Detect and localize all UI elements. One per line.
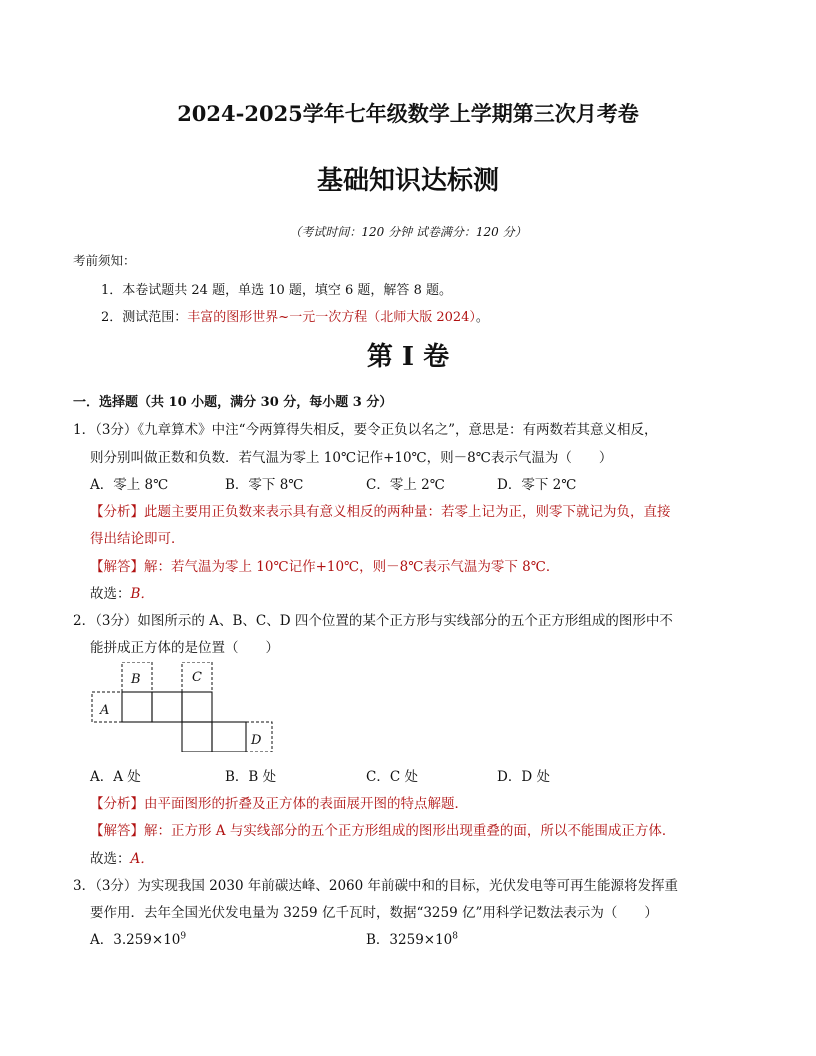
question-1-option-d: D．零下 2℃ (497, 477, 577, 493)
figure-label-c: C (192, 670, 202, 685)
question-1-analysis (90, 500, 671, 520)
question-2-line-1: 2．（3分）如图所示的 A、B、C、D 四个位置的某个正方形与实线部分的五个正方形组成的图形中不 (73, 613, 673, 629)
question-3-line-2: 要作用．去年全国光伏发电量为 3259 亿千瓦时，数据“3259 亿”用科学记数法表示为（ ） (90, 905, 658, 921)
figure-label-a: A (100, 703, 110, 718)
choice-answer: A． (130, 851, 154, 867)
question-2-option-c: C．C 处 (366, 769, 418, 785)
net-square-solid (122, 692, 152, 722)
question-2-line-2: 能拼成正方体的是位置（ ） (90, 640, 279, 656)
question-3-option-b (366, 928, 458, 948)
solution-label: 【解答】 (90, 823, 144, 839)
notice-highlight: 丰富的图形世界~一元一次方程（北师大版 2024） (187, 310, 476, 325)
question-2-solution (90, 819, 675, 839)
question-2-analysis (90, 792, 468, 812)
notice-text: 本卷试题共 24 题，单选 10 题，填空 6 题，解答 8 题。 (122, 283, 452, 298)
choice-prefix: 故选： (90, 586, 131, 602)
notice-number: 2． (101, 310, 123, 325)
choice-answer: B． (130, 586, 154, 602)
cube-net-figure (90, 662, 276, 752)
choice-prefix: 故选： (90, 851, 131, 867)
option-label: B．3259×10 (366, 932, 453, 948)
option-exponent: 8 (452, 931, 459, 942)
figure-label-b: B (131, 672, 141, 687)
question-1-option-b: B．零下 8℃ (225, 477, 304, 493)
exam-info: （考试时间：120 分钟 试卷满分：120 分） (289, 225, 527, 239)
solution-label: 【解答】 (90, 559, 144, 575)
question-1-choice (90, 582, 154, 602)
figure-label-d: D (251, 733, 262, 748)
question-1-option-c: C．零上 2℃ (366, 477, 445, 493)
question-2-option-a: A．A 处 (90, 769, 141, 785)
question-2-option-b: B．B 处 (225, 769, 277, 785)
question-2-option-d: D．D 处 (497, 769, 550, 785)
net-square-solid (182, 722, 212, 752)
net-square-solid (212, 722, 246, 752)
part-title: 一．选择题（共 10 小题，满分 30 分，每小题 3 分） (73, 395, 393, 410)
analysis-label: 【分析】 (90, 796, 144, 812)
solution-text: 解：若气温为零上 10℃记作+10℃，则－8℃表示气温为零下 8℃． (144, 559, 560, 575)
exam-subtitle: 基础知识达标测 (316, 166, 499, 196)
option-label: A．3.259×10 (90, 932, 181, 948)
question-1-line-2: 则分别叫做正数和负数．若气温为零上 10℃记作+10℃，则－8℃表示气温为（ ） (90, 450, 613, 466)
analysis-text: 由平面图形的折叠及正方体的表面展开图的特点解题． (144, 796, 468, 812)
question-1-solution (90, 555, 559, 575)
notice-prefix: 测试范围： (122, 310, 188, 325)
notice-item-2 (101, 306, 489, 325)
question-2-choice (90, 847, 154, 867)
net-square-solid (182, 692, 212, 722)
question-1-line-1: 1．（3分）《九章算术》中注“今两算得失相反，要令正负以名之”，意思是：有两数若其意义相反， (73, 422, 658, 438)
section-title: 第 I 卷 (366, 342, 450, 372)
solution-text: 解：正方形 A 与实线部分的五个正方形组成的图形出现重叠的面，所以不能围成正方体． (144, 823, 676, 839)
question-1-option-a: A．零上 8℃ (90, 477, 169, 493)
notice-item-1 (101, 279, 452, 298)
net-square-solid (152, 692, 182, 722)
question-1-analysis-line-2: 得出结论即可． (90, 531, 185, 547)
notice-label: 考前须知： (73, 253, 136, 268)
notice-number: 1． (101, 283, 123, 298)
question-3-option-a (90, 928, 186, 948)
analysis-text: 此题主要用正负数来表示具有意义相反的两种量：若零上记为正，则零下就记为负，直接 (144, 504, 671, 520)
analysis-label: 【分析】 (90, 504, 144, 520)
question-3-line-1: 3．（3分）为实现我国 2030 年前碳达峰、2060 年前碳中和的目标，光伏发电等可再生能源将发挥重 (73, 878, 679, 894)
option-exponent: 9 (180, 931, 187, 942)
exam-title: 2024-2025学年七年级数学上学期第三次月考卷 (177, 101, 639, 126)
notice-suffix: 。 (475, 310, 489, 325)
